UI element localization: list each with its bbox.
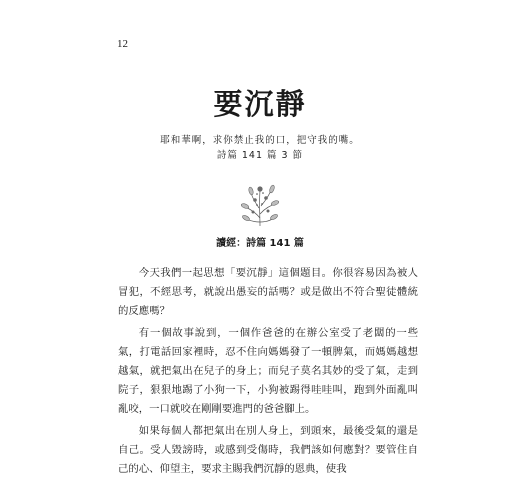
scripture-reference: 詩篇 141 篇 3 節 [216,150,304,161]
floral-sprig-icon [233,178,287,228]
paragraph: 有一個故事說到，一個作爸爸的在辦公室受了老闆的一些氣，打電話回家裡時，忍不住向媽媽發了一頓脾氣，而媽媽越想越氣，就把氣出在兒子的身上；而兒子莫名其妙的受了氣，走到院子，狠狠地踢了小狗一下，小狗被踢得哇哇叫，跑到外面亂叫亂咬，一口就咬在剛剛要進門的爸爸腳上。 [118,327,418,415]
reading-heading: 讀經：詩篇 141 篇 [216,238,304,249]
paragraph: 如果每個人都把氣出在別人身上，到頭來，最後受氣的還是自己。受人毀謗時，或感到受傷時，我們該如何應對？要管住自己的心、仰望主，要求主賜我們沉靜的恩典，使我 [118,425,418,475]
scripture-verse: 耶和華啊，求你禁止我的口，把守我的嘴。 [160,135,360,146]
paragraph: 今天我們一起思想「要沉靜」這個題目。你很容易因為被人冒犯，不經思考，就說出愚妄的話嗎？或是做出不符合聖徒體統的反應嗎？ [118,267,418,317]
page-number: 12 [117,38,128,50]
body-text [118,264,418,482]
page-title: 要沉靜 [213,87,307,121]
